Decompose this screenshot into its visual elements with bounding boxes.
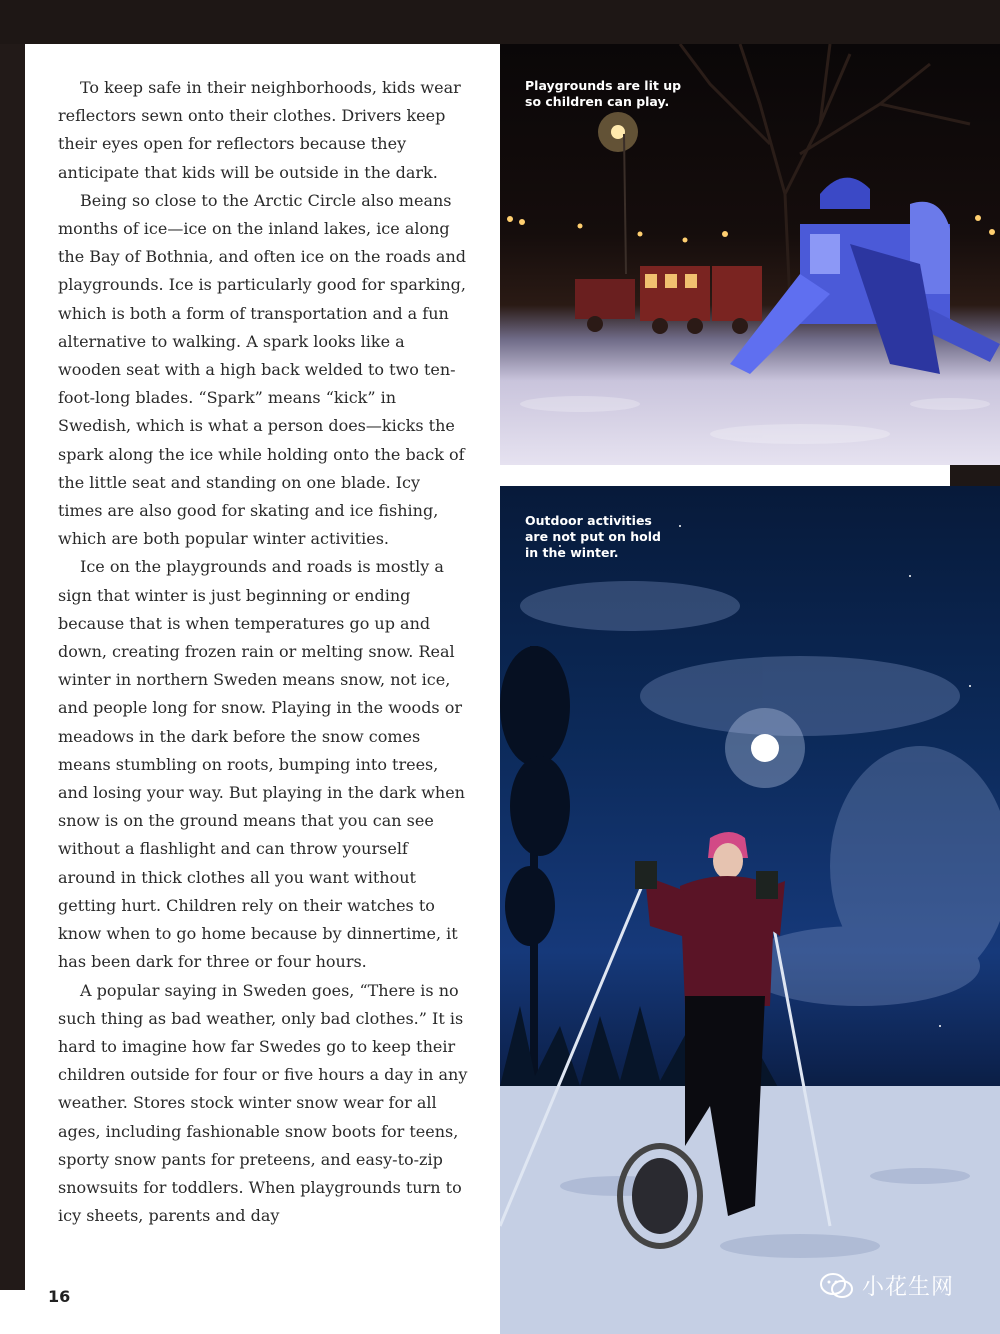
- snowshoe-illustration: [500, 486, 1000, 1334]
- outdoor-caption: Outdoor activities are not put on hold in the winter.: [525, 513, 661, 560]
- snowshoe-photo: [500, 486, 1000, 1334]
- watermark-text: 小花生网: [862, 1275, 955, 1300]
- text-panel: [25, 44, 500, 1290]
- paragraph-2: Being so close to the Arctic Circle also means months of ice—ice on the inland lakes, ice along the Bay of Bothnia, and often ice on the roads and playgrounds. Ice is particularly good for sparking, which is both a form of transportation and a fun alternative to walking. A spark looks like a wooden seat with a high back welded to two ten-foot-long blades. “Spark” means “kick” in Swedish, which is what a person does—kicks the spark along the ice while holding onto the back of the little seat and standing on one blade. Icy times are also good for skating and ice fishing, which are both popular winter activities.: [58, 190, 467, 549]
- paragraph-3: Ice on the playgrounds and roads is mostly a sign that winter is just beginning or ending because that is when temperatures go up and down, creating frozen rain or melting snow. Real winter in northern Sweden means snow, not ice, and people long for snow. Playing in the woods or meadows in the dark before the snow comes means stumbling on roots, bumping into trees, and losing your way. But playing in the dark when snow is on the ground means that you can see without a flashlight and can throw yourself around in thick clothes all you want without getting hurt. Children rely on their watches to know when to go home because by dinnertime, it has been dark for three or four hours.: [58, 557, 465, 972]
- toy-train: [575, 266, 762, 334]
- wechat-icon: [820, 1272, 854, 1300]
- playground-caption: Playgrounds are lit up so children can play.: [525, 78, 682, 109]
- gap-band: [500, 465, 950, 486]
- bottom-strip-left: [0, 1290, 500, 1334]
- paragraph-1: To keep safe in their neighborhoods, kids wear reflectors sewn onto their clothes. Drivers keep their eyes open for reflectors because they anticipate that kids will be outside in the dark.: [58, 78, 461, 182]
- body-text: [58, 74, 468, 1230]
- paragraph-4: A popular saying in Sweden goes, “There is no such thing as bad weather, only bad clothes.” It is hard to imagine how far Swedes go to keep their children outside for four or five hours a day in any weather. Stores stock winter snow wear for all ages, including fashionable snow boots for teens, sporty snow pants for preteens, and easy-to-zip snowsuits for toddlers. When playgrounds turn to icy sheets, parents and day: [58, 980, 468, 1226]
- top-band: [0, 0, 1000, 44]
- watermark: [820, 1270, 954, 1301]
- play-structure: [730, 178, 1000, 374]
- page-number: 16: [48, 1287, 71, 1306]
- gap-band-right: [950, 465, 1000, 486]
